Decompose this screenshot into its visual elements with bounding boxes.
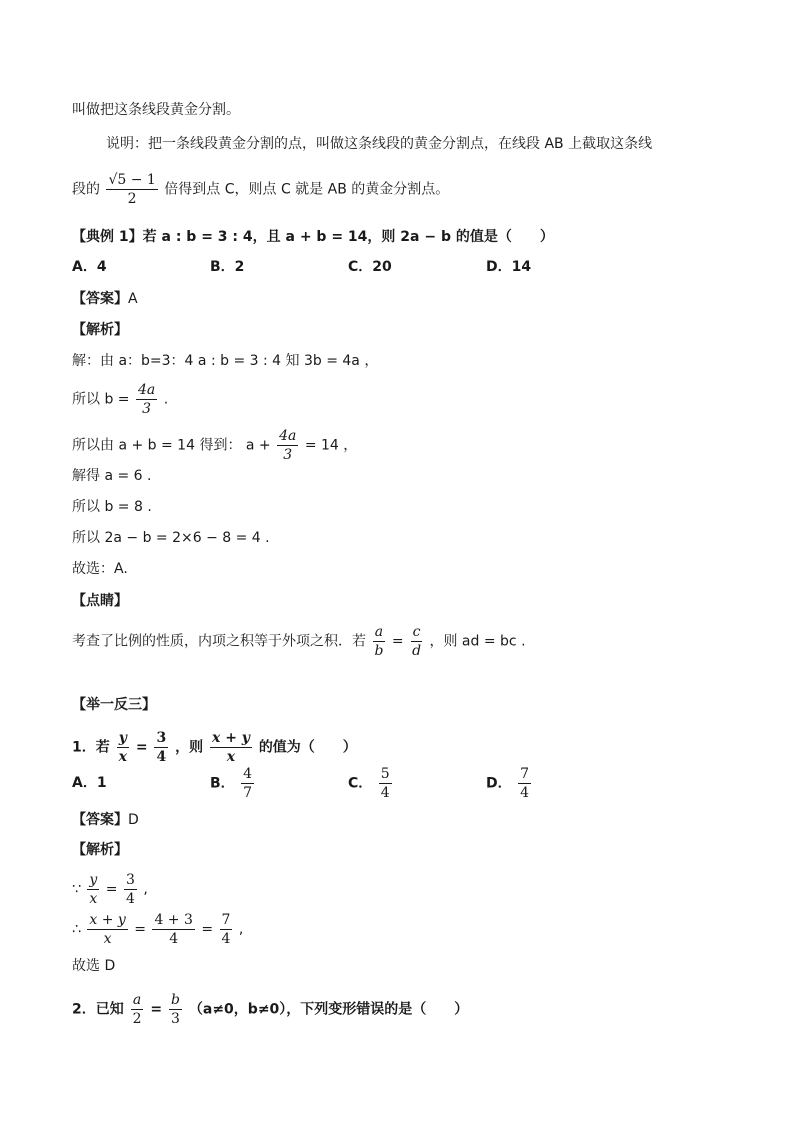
q1-answer: 【答案】D	[72, 812, 139, 828]
q1-analysis-tag: 【解析】	[72, 842, 128, 858]
practice-q2: 2．已知 $\frac{a}{2}$ = $\frac{b}{3}$ （a≠0，b≠0），下列变形错误的是（ ）	[72, 992, 469, 1027]
practice-q1: 1．若 $\frac{y}{x}$ = $\frac{3}{4}$ ，则 $\frac{x + y}{x}$ 的值为（ ）	[72, 730, 357, 765]
practice-tag: 【举一反三】	[72, 697, 156, 713]
example1-analysis-tag: 【解析】	[72, 322, 128, 338]
example1-answer: 【答案】A	[72, 291, 138, 307]
q1-choose: 故选 D	[72, 958, 116, 974]
example1-step-5: 所以 b = 8 .	[72, 499, 152, 515]
q1-because: ∵ $\frac{y}{x}$ = $\frac{3}{4}$ ,	[72, 872, 148, 907]
q1-option-c: C． $\frac{5}{4}$	[348, 766, 390, 801]
explain-line-2: 说明：把一条线段黄金分割的点，叫做这条线段的黄金分割点，在线段 AB 上截取这条线	[106, 136, 653, 152]
explain-line-3: 段的 $\frac{√5 - 1}{2}$ 倍得到点 C，则点 C 就是 AB 的黄金分割点。	[72, 172, 450, 207]
example1-step-6: 所以 2a − b = 2×6 − 8 = 4 .	[72, 530, 270, 546]
example1-comment-tag: 【点睛】	[72, 593, 128, 609]
example1-option-b: B．2	[210, 259, 245, 275]
intro-line-1: 叫做把这条线段黄金分割。	[72, 102, 240, 118]
golden-ratio-fraction: $\frac{√5 - 1}{2}$	[108, 172, 156, 207]
example1-option-d: D．14	[486, 259, 532, 275]
q1-option-d: D． $\frac{7}{4}$	[486, 766, 529, 801]
example1-step-1: 解：由 a：b=3：4 a : b = 3 : 4 知 3b = 4a ，	[72, 353, 379, 369]
example1-step-7: 故选：A.	[72, 561, 128, 577]
q1-therefore: ∴ $\frac{x + y}{x}$ = $\frac{4 + 3}{4}$ = $\frac{7}{4}$ ,	[72, 912, 244, 947]
example1-comment: 考查了比例的性质，内项之积等于外项之积．若 $\frac{a}{b}$ = $\frac{c}{d}$ ，则 ad = bc .	[72, 624, 526, 659]
example1-step-4: 解得 a = 6 .	[72, 468, 152, 484]
example1-step-3: 所以由 a + b = 14 得到： a + $\frac{4a}{3}$ = 14 ，	[72, 428, 358, 463]
example1-step-2: 所以 b = $\frac{4a}{3}$ .	[72, 382, 169, 417]
example1-option-c: C．20	[348, 259, 392, 275]
q1-option-b: B． $\frac{4}{7}$	[210, 766, 253, 801]
example1-question: 【典例 1】若 a : b = 3 : 4，且 a + b = 14，则 2a − b 的值是（ ）	[72, 229, 554, 245]
example1-option-a: A．4	[72, 259, 107, 275]
q1-option-a: A．1	[72, 775, 107, 791]
